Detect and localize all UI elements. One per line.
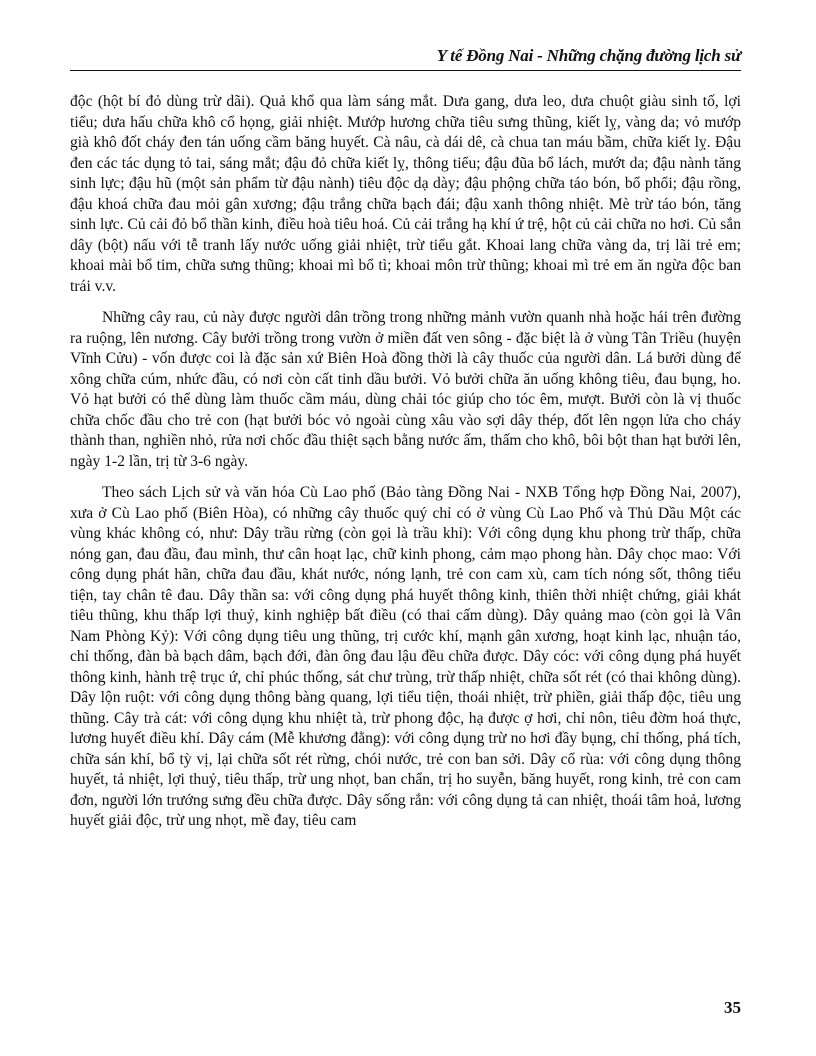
running-header-title: Y tế Đồng Nai - Những chặng đường lịch sử: [436, 46, 741, 65]
paragraph: Theo sách Lịch sử và văn hóa Cù Lao phố (Bảo tàng Đồng Nai - NXB Tổng hợp Đồng Nai, 2007), xưa ở Cù Lao phố (Biên Hòa), có những cây thuốc quý chỉ có ở vùng Cù Lao Phố và Thủ Dầu Một các vùng khác không có, như: Dây trầu rừng (còn gọi là trầu khỉ): Với công dụng khu phong trừ thấp, chữa nóng gan, đau đầu, đau mình, thư cân hoạt lạc, chữ kinh phong, cảm mạo phong hàn. Dây chọc mao: Với công dụng phát hãn, chữa đau đầu, khát nước, nóng lạnh, trẻ con cam xù, cam tích nóng sốt, thông tiểu tiện, tay chân tê đau. Dây thần sa: với công dụng phá huyết thông kinh, thiên thời nhiệt chứng, giải khát tiêu thũng, khu thấp lợi thuỷ, kinh nghiệp bất điều (có thai cấm dùng). Dây quảng mao (còn gọi là Vân Nam Phòng Kỷ): Với công dụng tiêu ung thũng, trị cước khí, mạnh gân xương, hoạt kinh lạc, nhuận táo, chỉ thống, đàn bà bạch dâm, bạch đới, đàn ông đau lậu đều chữa được. Dây cóc: với công dụng phá huyết thông kinh, hành trệ trục ứ, chỉ phúc thống, sát chư trùng, trừ thấp nhiệt, chữa sốt rét (có thai không dùng). Dây lộn ruột: với công dụng thông bàng quang, lợi tiểu tiện, thoái nhiệt, trừ phiền, giải thấp độc, tiêu ung thũng. Cây trà cát: với công dụng khu nhiệt tà, trừ phong độc, hạ được ợ hơi, chỉ nôn, tiêu đờm hoá thực, lương huyết điều khí. Dây cám (Mễ khương đằng): với công dụng trừ no hơi đầy bụng, chỉ thống, phá tích, chữa sán khí, bổ tỳ vị, lại chữa sốt rét rừng, chói nước, trẻ con ban sởi. Dây cổ rùa: với công dụng thông huyết, tả nhiệt, lợi thuỷ, tiêu thấp, trừ ung nhọt, ban chẩn, trị ho suyễn, băng huyết, rong kinh, trẻ con cam đơn, người lớn trướng sưng đều chữa được. Dây sống rắn: với công dụng tả can nhiệt, thoái tâm hoả, lương huyết giải độc, trừ ung nhọt, mề đay, tiêu cam: [70, 484, 741, 829]
paragraph: độc (hột bí đỏ dùng trừ dãi). Quả khổ qua làm sáng mắt. Dưa gang, dưa leo, dưa chuột giàu sinh tố, lợi tiểu; dưa hấu chữa khô cổ họng, giải nhiệt. Mướp hương chữa tiêu sưng thũng, kiết lỵ, vàng da; vỏ mướp già khô đốt cháy đen tán uống cầm băng huyết. Cà nâu, cà dái dê, cà chua tan máu bầm, chữa kiết lỵ. Đậu đen các tác dụng tỏ tai, sáng mắt; đậu đỏ chữa kiết lỵ, thông tiểu; đậu đũa bổ lách, mướt da; đậu nành tăng sinh lực; đậu hũ (một sản phẩm từ đậu nành) tiêu độc dạ dày; đậu phộng chữa táo bón, bổ phổi; đậu rồng, đậu khoá chữa đau mỏi gân xương; đậu trắng chữa bạch đái; đậu xanh thông nhiệt. Mè trừ táo bón, tăng sinh lực. Củ cải đỏ bổ thần kinh, điều hoà tiêu hoá. Củ cải trắng hạ khí ứ trệ, hột củ cải chữa no hơi. Củ sắn dây (bột) nấu với tễ tranh lấy nước uống giải nhiệt, trừ tiểu gắt. Khoai lang chữa vàng da, trị lãi trẻ em; khoai mài bổ tim, chữa sưng thũng; khoai mì bổ tì; khoai môn trừ thũng; khoai mì trẻ em ăn ngừa độc ban trái v.v.: [70, 93, 741, 295]
paragraph: Những cây rau, củ này được người dân trồng trong những mảnh vườn quanh nhà hoặc hái trên đường ra ruộng, lên nương. Cây bưởi trồng trong vườn ở miền đất ven sông - đặc biệt là ở vùng Tân Triều (huyện Vĩnh Cửu) - vốn được coi là đặc sản xứ Biên Hoà đồng thời là cây thuốc của người dân. Lá bưởi dùng để xông chữa cúm, nhức đầu, có nơi còn cất tinh dầu bưởi. Vỏ bưởi chữa ăn uống không tiêu, đau bụng, ho. Vỏ hạt bưởi có thể dùng làm thuốc cầm máu, dùng chải tóc giúp cho tóc êm, mượt. Bưởi còn là vị thuốc chữa chốc đầu cho trẻ con (hạt bưởi bóc vỏ ngoài cùng xâu vào sợi dây thép, đốt lên ngọn lửa cho cháy thành than, nghiền nhỏ, rửa nơi chốc đầu thiệt sạch bằng nước ấm, thấm cho khô, bôi bột than hạt bưởi lên, ngày 1-2 lần, trị từ 3-6 ngày.: [70, 309, 741, 470]
body-text: [70, 92, 741, 843]
header-rule: [70, 70, 741, 71]
running-header: [70, 46, 741, 72]
page-number: 35: [724, 998, 741, 1017]
